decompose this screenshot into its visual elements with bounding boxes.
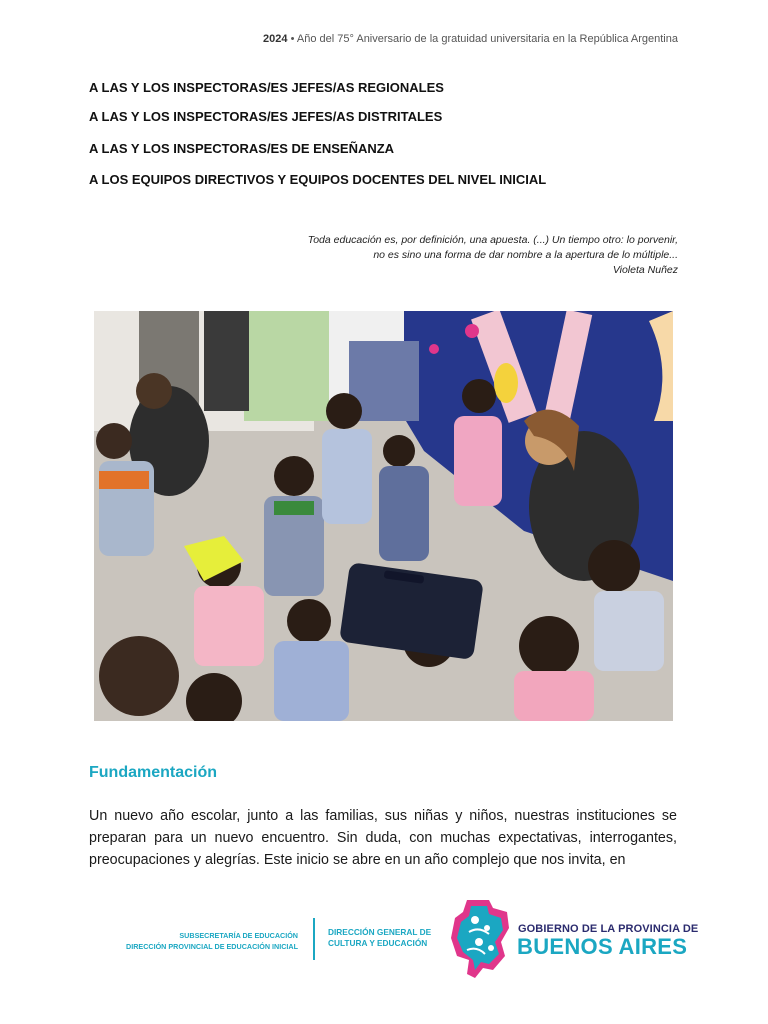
classroom-photo-illustration xyxy=(94,311,673,721)
gobierno-line: GOBIERNO DE LA PROVINCIA DE xyxy=(518,923,699,935)
subsecretaria-line: SUBSECRETARÍA DE EDUCACIÓN xyxy=(179,931,298,940)
province-map-icon xyxy=(449,898,511,980)
direccion-general-line-1: DIRECCIÓN GENERAL DE xyxy=(328,927,432,937)
epigraph-line-2: no es sino una forma de dar nombre a la apertura de lo múltiple... xyxy=(373,249,678,261)
section-body: Un nuevo año escolar, junto a las familias, sus niñas y niños, nuestras instituciones se preparan para un nuevo encuentro. Sin duda, con muchas expectativas, interrogantes, preocupaciones y alegrías. Este inicio se abre en un año complejo que nos invita, en xyxy=(89,808,677,868)
direccion-general-line-2: CULTURA Y EDUCACIÓN xyxy=(328,938,428,948)
direccion-provincial-line: DIRECCIÓN PROVINCIAL DE EDUCACIÓN INICIAL xyxy=(126,942,298,951)
footer xyxy=(0,896,768,986)
header-note-text: Año del 75° Aniversario de la gratuidad universitaria en la República Argentina xyxy=(296,33,678,45)
addressee-equipos: A LOS EQUIPOS DIRECTIVOS Y EQUIPOS DOCENTES DEL NIVEL INICIAL xyxy=(89,172,547,187)
direccion-general-block xyxy=(328,927,431,949)
buenos-aires-wordmark: BUENOS AIRES xyxy=(517,934,688,959)
addressee-ensenanza: A LAS Y LOS INSPECTORAS/ES DE ENSEÑANZA xyxy=(89,141,395,156)
footer-divider xyxy=(313,918,315,960)
epigraph-line-1: Toda educación es, por definición, una apuesta. (...) Un tiempo otro: lo porvenir, xyxy=(307,234,678,246)
epigraph xyxy=(308,233,678,278)
section-title: Fundamentación xyxy=(89,764,218,781)
header-note xyxy=(263,33,678,45)
epigraph-author: Violeta Nuñez xyxy=(612,264,678,276)
header-separator: • xyxy=(290,33,295,45)
addressee-distrital: A LAS Y LOS INSPECTORAS/ES JEFES/AS DISTRITALES xyxy=(89,109,443,124)
classroom-photo xyxy=(94,311,673,721)
addressee-regional: A LAS Y LOS INSPECTORAS/ES JEFES/AS REGIONALES xyxy=(89,80,444,95)
header-year: 2024 xyxy=(263,33,288,45)
subsecretaria-block xyxy=(126,930,298,952)
